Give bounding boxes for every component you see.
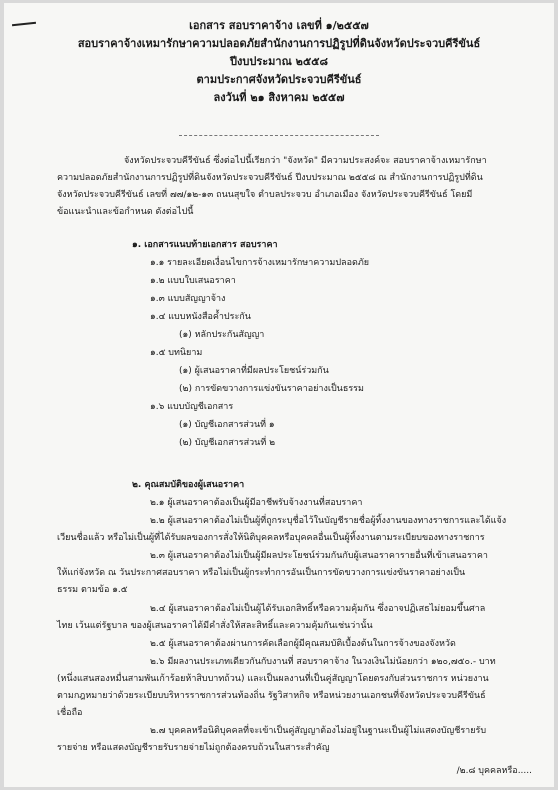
paragraph-line: ๒.๒ ผู้เสนอราคาต้องไม่เป็นผู้ที่ถูกระบุชื่อไว้ในบัญชีรายชื่อผู้ทิ้งงานของทางราชการและได้แจ้ง	[150, 516, 507, 526]
list-item: ๑.๓ แบบสัญญาจ้าง	[150, 294, 226, 304]
document-number: เอกสาร สอบราคาจ้าง เลขที่ ๑/๒๕๕๗	[189, 19, 369, 32]
list-item: ๑.๑ รายละเอียดเงื่อนไขการจ้างเหมารักษาความปลอดภัย	[150, 258, 370, 268]
paragraph-line: ธรรม ตามข้อ ๑.๕	[57, 585, 128, 595]
list-subitem: (๒) บัญชีเอกสารส่วนที่ ๒	[179, 438, 276, 448]
intro-line-3: จังหวัดประจวบคีรีขันธ์ เลขที่ ๗๗/๑๒-๑๓ ถนนสุขใจ ตำบลประจวบ อำเภอเมือง จังหวัดประจวบคีรีขันธ์ โดยมี	[57, 190, 473, 200]
list-subitem: (๑) หลักประกันสัญญา	[179, 330, 265, 340]
announcement-ref: ตามประกาศจังหวัดประจวบคีรีขันธ์	[196, 73, 362, 86]
list-item: ๑.๕ บทนิยาม	[150, 348, 203, 358]
section-2-title: ๒. คุณสมบัติของผู้เสนอราคา	[132, 480, 245, 490]
list-subitem: (๒) การขัดขวางการแข่งขันราคาอย่างเป็นธรรม	[179, 384, 364, 394]
continuation-note: /๒.๘ บุคคลหรือ.....	[456, 766, 532, 776]
paragraph-line: เชื่อถือ	[57, 708, 83, 718]
list-item: ๑.๒ แบบใบเสนอราคา	[150, 276, 236, 286]
paragraph-line: ตามกฎหมายว่าด้วยระเบียบบริหารราชการส่วนท้องถิ่น รัฐวิสาหกิจ หรือหน่วยงานเอกชนที่จังหวัดประจวบคีรีขันธ์	[57, 691, 486, 701]
list-item: ๑.๔ แบบหนังสือค้ำประกัน	[150, 312, 251, 322]
document-page	[4, 3, 554, 787]
list-item: ๑.๖ แบบบัญชีเอกสาร	[150, 402, 234, 412]
paragraph-line: ๒.๕ ผู้เสนอราคาต้องผ่านการคัดเลือกผู้มีคุณสมบัติเบื้องต้นในการจ้างของจังหวัด	[150, 639, 456, 649]
paragraph-line: ให้แก่จังหวัด ณ วันประกาศสอบราคา หรือไม่เป็นผู้กระทำการอันเป็นการขัดขวางการแข่งขันราคาอย่างเป็น	[57, 568, 466, 578]
paragraph-line: ๒.๔ ผู้เสนอราคาต้องไม่เป็นผู้ได้รับเอกสิทธิ์หรือความคุ้มกัน ซึ่งอาจปฏิเสธไม่ยอมขึ้นศาล	[150, 604, 486, 614]
paragraph-line: ไทย เว้นแต่รัฐบาล ของผู้เสนอราคาได้มีคำสั่งให้สละสิทธิ์และความคุ้มกันเช่นว่านั้น	[57, 621, 373, 631]
fiscal-year: ปีงบประมาณ ๒๕๕๘	[230, 55, 328, 68]
paragraph-line: ๒.๓ ผู้เสนอราคาต้องไม่เป็นผู้มีผลประโยชน์ร่วมกันกับผู้เสนอราคารายอื่นที่เข้าเสนอราคา	[150, 551, 488, 561]
paragraph-line: ๒.๖ มีผลงานประเภทเดียวกันกับงานที่ สอบราคาจ้าง ในวงเงินไม่น้อยกว่า ๑๒๐,๗๕๐.- บาท	[150, 657, 496, 667]
document-header	[4, 17, 554, 107]
header-divider	[179, 135, 379, 136]
paragraph-line: เวียนชื่อแล้ว หรือไม่เป็นผู้ที่ได้รับผลของการสั่งให้นิติบุคคลหรือบุคคลอื่นเป็นผู้ทิ้งงานตามระเบียบของทางราชการ	[57, 533, 485, 543]
intro-line-4: ข้อแนะนำและข้อกำหนด ดังต่อไปนี้	[57, 207, 194, 217]
announcement-date: ลงวันที่ ๒๑ สิงหาคม ๒๕๕๗	[213, 91, 345, 104]
paragraph-line: รายจ่าย หรือแสดงบัญชีรายรับรายจ่ายไม่ถูกต้องครบถ้วนในสาระสำคัญ	[57, 743, 330, 753]
section-1-title: ๑. เอกสารแนบท้ายเอกสาร สอบราคา	[132, 240, 278, 250]
paragraph-line: ๒.๗ บุคคลหรือนิติบุคคลที่จะเข้าเป็นคู่สัญญาต้องไม่อยู่ในฐานะเป็นผู้ไม่แสดงบัญชีรายรับ	[150, 726, 487, 736]
intro-line-1: จังหวัดประจวบคีรีขันธ์ ซึ่งต่อไปนี้เรียกว่า "จังหวัด" มีความประสงค์จะ สอบราคาจ้างเหมารักษา	[124, 156, 487, 166]
list-subitem: (๑) ผู้เสนอราคาที่มีผลประโยชน์ร่วมกัน	[179, 366, 329, 376]
paragraph-line: (หนึ่งแสนสองหมื่นสามพันเก้าร้อยห้าสิบบาทถ้วน) และเป็นผลงานที่เป็นคู่สัญญาโดยตรงกับส่วนราชการ หน่วยงาน	[57, 674, 489, 684]
list-subitem: (๑) บัญชีเอกสารส่วนที่ ๑	[179, 420, 275, 430]
document-subject: สอบราคาจ้างเหมารักษาความปลอดภัยสำนักงานการปฏิรูปที่ดินจังหวัดประจวบคีรีขันธ์	[77, 37, 481, 50]
paragraph-line: ๒.๑ ผู้เสนอราคาต้องเป็นผู้มีอาชีพรับจ้างงานที่สอบราคา	[150, 498, 363, 508]
intro-line-2: ความปลอดภัยสำนักงานการปฏิรูปที่ดินจังหวัดประจวบคีรีขันธ์ ปีงบประมาณ ๒๕๕๘ ณ สำนักงานการปฏิรูปที่ดิน	[57, 173, 483, 183]
